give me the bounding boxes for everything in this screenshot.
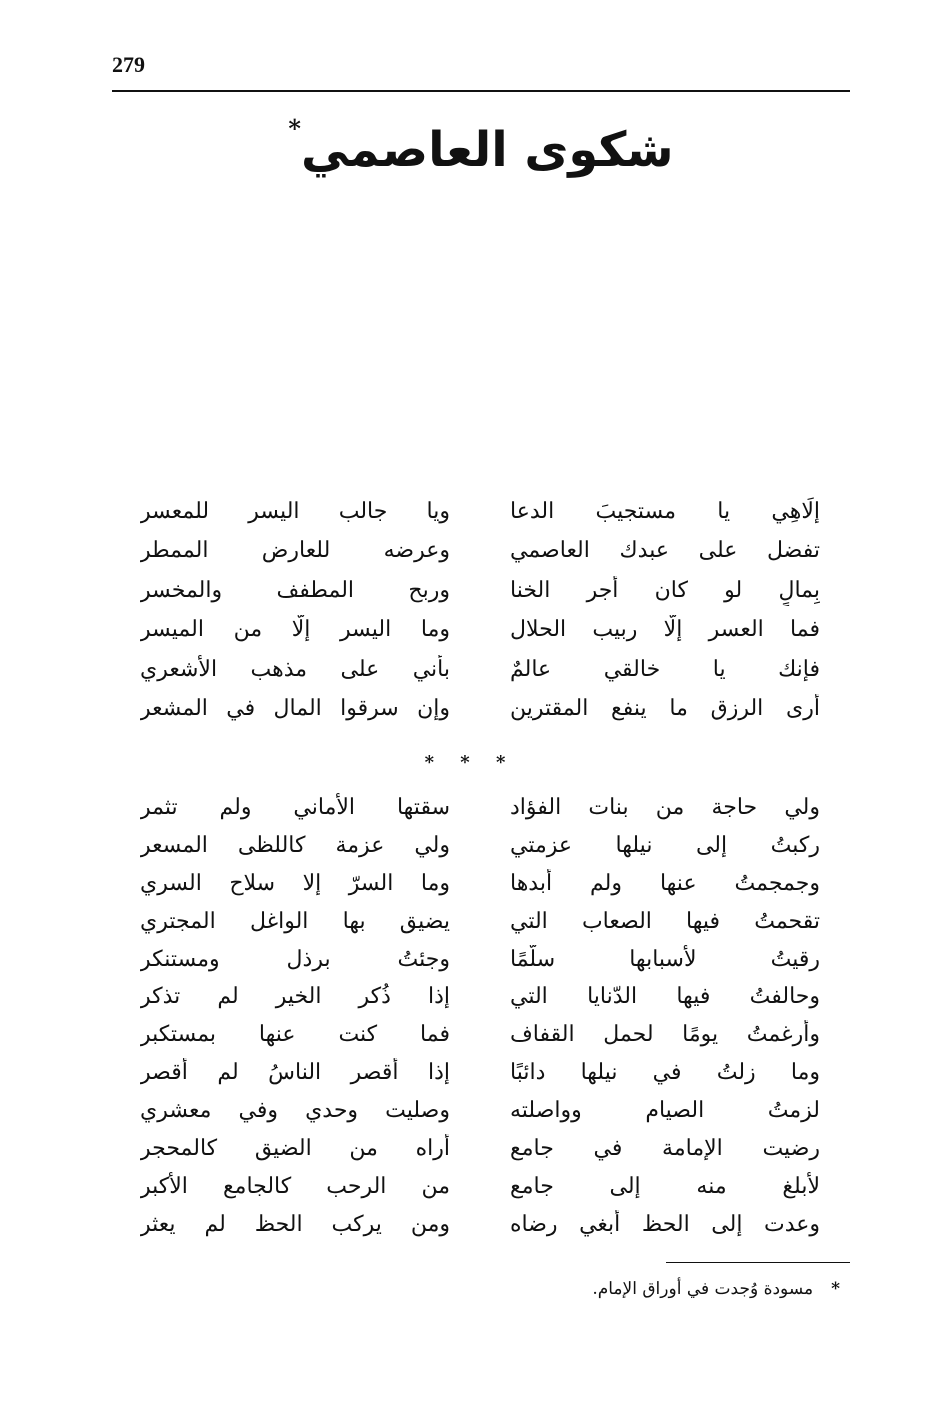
verse [140,1016,820,1054]
hemistich-right: لزمتُ الصيام وواصلته [510,1098,820,1124]
hemistich-right: وأُرغمتُ يومًا لحمل القفاف [510,1022,820,1048]
footnote [440,1276,840,1302]
hemistich-right: تفضل على عبدك العاصمي [510,538,820,564]
hemistich-left: فما كنت عنها بمستكبر [140,1022,450,1048]
hemistich-right: بِمالٍ لو كان أجر الخنا [510,577,820,603]
stanza-2 [140,789,820,1244]
footnote-text: مسودة وُجدت في أوراق الإمام. [592,1279,814,1299]
hemistich-left: ولي عزمة كاللظى المسعر [140,832,450,858]
hemistich-left: إذا ذُكر الخير لم تذكر [140,984,450,1010]
verse [140,532,820,572]
hemistich-right: أرى الرزق ما ينفع المقترين [510,696,820,722]
verse [140,789,820,827]
hemistich-right: وعدت إلى الحظ أبغي رضاه [510,1211,820,1237]
hemistich-left: ومن يركب الحظ لم يعثر [140,1211,450,1237]
poem-title: شكوى العاصمي [300,122,674,178]
hemistich-left: وربح المطفف والمخسر [140,577,450,603]
hemistich-left: وجئتُ برذل ومستنكر [140,946,450,972]
hemistich-right: لأبلغ منه إلى جامع [510,1173,820,1199]
hemistich-left: ويا جالب اليسر للمعسر [140,498,450,524]
verse [140,1054,820,1092]
verse [140,941,820,979]
verse [140,978,820,1016]
hemistich-left: وعرضه للعارض الممطر [140,538,450,564]
verse [140,611,820,651]
hemistich-right: إلَاهِي يا مستجيبَ الدعا [510,498,820,524]
verse [140,827,820,865]
hemistich-right: تقحمتُ فيها الصعاب التي [510,908,820,934]
hemistich-left: من الرحب كالجامع الأكبر [140,1173,450,1199]
verse [140,571,820,611]
hemistich-right: رضيت الإمامة في جامع [510,1135,820,1161]
verse [140,1092,820,1130]
hemistich-left: أراه من الضيق كالمحجر [140,1135,450,1161]
hemistich-right: ركبتُ إلى نيلها عزمتي [510,832,820,858]
title-footnote-marker: * [288,114,301,143]
verse [140,865,820,903]
stanza-separator: * * * [424,752,516,773]
header-rule [112,90,850,92]
hemistich-right: وما زلتُ في نيلها دائبًا [510,1060,820,1086]
hemistich-right: فما العسر إلّا ربيب الحلال [510,617,820,643]
hemistich-right: رقيتُ لأسبابها سلّمًا [510,946,820,972]
verse [140,1130,820,1168]
verse [140,1168,820,1206]
verse [140,1206,820,1244]
verse [140,690,820,730]
stanza-1 [140,492,820,729]
hemistich-left: وصليت وحدي وفي معشري [140,1098,450,1124]
verse [140,903,820,941]
verse [140,650,820,690]
hemistich-right: وجمجمتُ عنها ولم أبدها [510,870,820,896]
hemistich-left: بأني على مذهب الأشعري [140,656,450,682]
title-block [112,114,850,188]
hemistich-left: وما اليسر إلّا من الميسر [140,617,450,643]
hemistich-left: سقتها الأماني ولم تثمر [140,794,450,820]
hemistich-right: وحالفتُ فيها الدّنايا التي [510,984,820,1010]
hemistich-left: يضيق بها الواغل المجتري [140,908,450,934]
hemistich-right: ولي حاجة من بنات الفؤاد [510,794,820,820]
hemistich-left: وإن سرقوا المال في المشعر [140,696,450,722]
page-number: 279 [112,52,145,77]
footnote-rule [666,1262,850,1263]
verse [140,492,820,532]
hemistich-right: فإنك يا خالقي عالمٌ [510,656,820,682]
hemistich-left: وما السرّ إلا سلاح السري [140,870,450,896]
footnote-marker: * [831,1279,840,1299]
hemistich-left: إذا أقصر الناسُ لم أقصر [140,1060,450,1086]
